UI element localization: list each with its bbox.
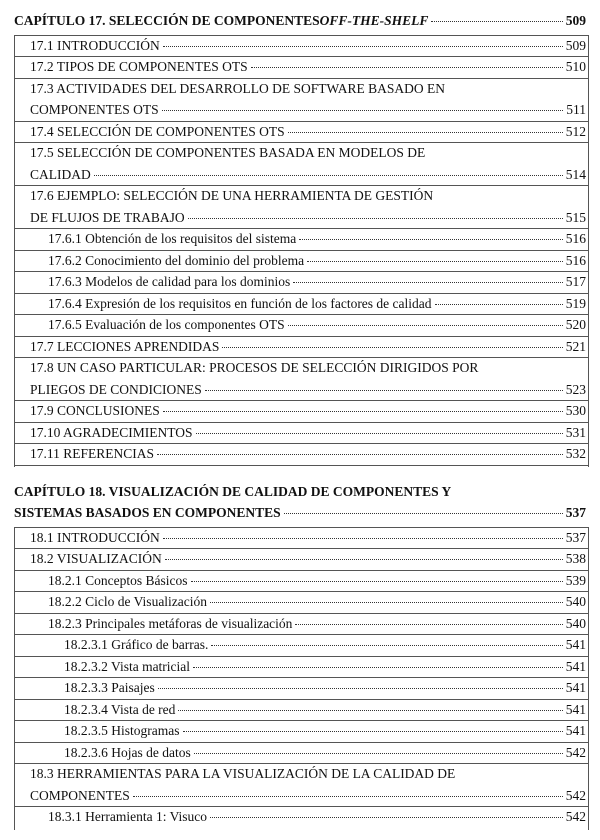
table-rule-horizontal [14,228,588,229]
toc-entry[interactable] [0,402,600,424]
entry-title-line: 17.6 EJEMPLO: SELECCIÓN DE UNA HERRAMIENTA DE GESTIÓN [30,188,434,203]
toc-entry[interactable] [0,37,600,59]
dot-leader [307,260,563,262]
chapter-title-text: CAPÍTULO 17. SELECCIÓN DE COMPONENTES [14,13,320,28]
table-rule-horizontal [14,656,588,657]
page-number: 515 [565,209,586,225]
dot-leader [158,687,563,689]
entry-final-line [64,744,586,761]
dot-leader [210,601,563,603]
table-rule-horizontal [14,56,588,57]
chapter-18-title [0,483,600,526]
entry-final-line [48,572,586,589]
page-number: 538 [565,551,586,566]
entry-final-line [30,123,586,140]
entry-final-line [30,338,586,355]
dot-leader [299,238,563,240]
toc-entry[interactable] [0,529,600,551]
table-rule-horizontal [14,699,588,700]
entry-final-line [64,636,586,653]
dot-leader [178,709,562,711]
dot-leader [288,131,563,133]
toc-entry[interactable] [0,701,600,723]
entry-title-line: 17.3 ACTIVIDADES DEL DESARROLLO DE SOFTWARE BASADO EN [30,80,445,96]
dot-leader [165,558,563,560]
chapter-title-italic: OFF-THE-SHELF [319,13,429,28]
entry-final-line [64,701,586,718]
entry-title-text: 18.2.3.5 Histogramas [64,723,180,738]
chapter-title-text: SISTEMAS BASADOS EN COMPONENTES [14,505,281,520]
table-rule-horizontal [14,142,588,143]
page-number: 541 [565,658,586,674]
entry-title-text: 17.4 SELECCIÓN DE COMPONENTES OTS [30,123,285,139]
entry-title-text: 17.2 TIPOS DE COMPONENTES OTS [30,59,248,74]
table-rule-horizontal [14,465,588,466]
entry-title-text: 18.1 INTRODUCCIÓN [30,529,160,545]
entry-final-line [30,550,586,567]
entry-final-line [64,722,586,739]
table-rule-horizontal [14,314,588,315]
table-rule-horizontal [14,293,588,294]
table-rule-horizontal [14,250,588,251]
table-rule-horizontal [14,271,588,272]
toc-entry[interactable] [0,338,600,360]
entry-title-text: 17.10 AGRADECIMIENTOS [30,424,193,440]
entry-title-line: 17.5 SELECCIÓN DE COMPONENTES BASADA EN MODELOS DE [30,145,426,160]
page-number: 541 [565,637,586,652]
toc-entry[interactable] [0,765,600,808]
table-rule-horizontal [14,336,588,337]
toc-entry[interactable] [0,80,600,123]
table-rule-horizontal [14,78,588,79]
entry-title-text: 17.7 LECCIONES APRENDIDAS [30,338,220,354]
chapter-title-line: CAPÍTULO 18. VISUALIZACIÓN DE CALIDAD DE COMPONENTES Y [14,483,452,499]
entry-final-line [48,615,586,632]
entry-final-line [48,316,586,333]
page-number: 517 [565,274,586,289]
toc-entry[interactable] [0,58,600,80]
toc-entry[interactable] [0,144,600,187]
dot-leader [205,389,563,391]
page-number: 540 [565,594,586,609]
table-rule-horizontal [14,591,588,592]
entry-title-text: 17.1 INTRODUCCIÓN [30,37,160,53]
page-number: 542 [565,787,586,803]
dot-leader [210,816,563,818]
dot-leader [211,644,562,646]
page-number: 514 [565,166,586,182]
table-rule-horizontal [14,720,588,721]
dot-leader [163,537,563,539]
table-rule-vertical [14,527,15,830]
toc-entry[interactable] [0,445,600,467]
table-rule-horizontal [14,422,588,423]
dot-leader [191,580,563,582]
table-rule-horizontal [14,527,588,528]
entry-final-line [48,295,586,312]
table-rule-horizontal [14,35,588,36]
page-number: 531 [565,424,586,440]
page-number: 519 [565,295,586,311]
page-number: 521 [565,338,586,354]
dot-leader [188,217,563,219]
dot-leader [162,109,564,111]
table-rule-horizontal [14,677,588,678]
chapter-17-title [0,12,600,34]
dot-leader [288,324,563,326]
entry-final-line [48,252,586,269]
entry-title-text: 17.6.2 Conocimiento del dominio del problema [48,252,305,268]
table-rule-vertical [14,35,15,467]
page-number: 541 [565,701,586,717]
entry-title-text: 18.2.3.1 Gráfico de barras. [64,637,209,652]
table-rule-horizontal [14,443,588,444]
toc-entry[interactable] [0,593,600,615]
entry-title-text: 18.2 VISUALIZACIÓN [30,551,162,566]
dot-leader [157,453,563,455]
dot-leader [193,666,563,668]
page-number: 520 [565,317,586,332]
dot-leader [431,20,562,22]
page-number: 512 [565,123,586,139]
entry-final-line [14,12,586,29]
table-rule-horizontal [14,806,588,807]
entry-final-line [30,58,586,75]
toc-entry[interactable] [0,359,600,402]
entry-final-line [30,101,586,118]
dot-leader [293,281,563,283]
entry-title-text: CALIDAD [30,166,91,182]
table-rule-horizontal [14,570,588,571]
dot-leader [284,512,563,514]
page-number: 540 [565,615,586,631]
entry-title-text: 18.2.2 Ciclo de Visualización [48,594,208,609]
toc-entry[interactable] [0,316,600,338]
table-rule-vertical [588,527,589,830]
entry-title-text: 18.2.3.4 Vista de red [64,701,176,717]
entry-final-line [30,402,586,419]
toc-entry[interactable] [0,273,600,295]
table-rule-horizontal [14,357,588,358]
entry-title-text: 18.3.1 Herramienta 1: Visuco [48,809,208,824]
page-number: 541 [565,680,586,695]
page-number: 509 [565,37,586,53]
entry-title-text: 17.6.4 Expresión de los requisitos en función de los factores de calidad [48,295,432,311]
toc-entry[interactable] [0,123,600,145]
entry-title-text: 17.6.1 Obtención de los requisitos del sistema [48,231,297,246]
table-rule-horizontal [14,548,588,549]
toc-entry[interactable] [0,808,600,830]
entry-title-text: 17.11 REFERENCIAS [30,446,155,461]
entry-final-line [30,529,586,546]
page-number: 539 [565,572,586,588]
entry-title-line: 17.8 UN CASO PARTICULAR: PROCESOS DE SELECCIÓN DIRIGIDOS POR [30,360,479,375]
table-rule-horizontal [14,742,588,743]
entry-title-text: 17.6.5 Evaluación de los componentes OTS [48,317,285,332]
page-number: 511 [566,102,586,117]
entry-final-line [30,381,586,398]
entry-title-text: COMPONENTES OTS [30,102,159,117]
entry-final-line [48,593,586,610]
page-number: 509 [565,13,586,28]
dot-leader [194,752,563,754]
page-number: 510 [565,59,586,74]
dot-leader [163,410,563,412]
entry-final-line [64,658,586,675]
toc-entry[interactable] [0,572,600,594]
page-number: 537 [565,505,586,520]
dot-leader [222,346,562,348]
toc-entry[interactable] [0,636,600,658]
toc-entry[interactable] [0,744,600,766]
toc-entry[interactable] [0,550,600,572]
page-number: 530 [565,403,586,418]
toc-entry[interactable] [0,230,600,252]
entry-final-line [48,808,586,825]
toc-entry[interactable] [0,252,600,274]
toc-entry[interactable] [0,679,600,701]
dot-leader [133,795,563,797]
entry-title-text: 17.9 CONCLUSIONES [30,403,160,418]
toc-entry[interactable] [0,295,600,317]
page-number: 523 [565,381,586,397]
dot-leader [183,730,563,732]
entry-title-text: 18.2.1 Conceptos Básicos [48,572,188,588]
toc-entry[interactable] [0,658,600,680]
toc-entry[interactable] [0,615,600,637]
page-number: 516 [565,252,586,268]
entry-final-line [48,230,586,247]
entry-final-line [64,679,586,696]
entry-final-line [14,504,586,521]
dot-leader [163,45,563,47]
entry-title-text: PLIEGOS DE CONDICIONES [30,381,202,397]
entry-title-text: DE FLUJOS DE TRABAJO [30,209,185,225]
entry-title-text: 18.2.3 Principales metáforas de visualización [48,615,293,631]
entry-final-line [30,166,586,183]
table-rule-horizontal [14,763,588,764]
page-number: 541 [565,723,586,738]
dot-leader [251,66,563,68]
entry-final-line [30,445,586,462]
dot-leader [196,432,563,434]
entry-title-text: 18.2.3.6 Hojas de datos [64,744,191,760]
page-number: 537 [565,529,586,545]
entry-title-text: 18.2.3.2 Vista matricial [64,658,191,674]
page-number: 542 [565,744,586,760]
page-number: 532 [565,446,586,461]
entry-final-line [30,424,586,441]
entry-final-line [48,273,586,290]
entry-final-line [30,37,586,54]
page-number: 542 [565,809,586,824]
toc-entry[interactable] [0,424,600,446]
table-rule-horizontal [14,185,588,186]
table-rule-horizontal [14,400,588,401]
entry-title-text: COMPONENTES [30,787,130,803]
entry-title-line: 18.3 HERRAMIENTAS PARA LA VISUALIZACIÓN DE LA CALIDAD DE [30,766,456,781]
page-number: 516 [565,231,586,246]
dot-leader [295,623,562,625]
entry-title-text: 17.6.3 Modelos de calidad para los dominios [48,274,291,289]
dot-leader [94,174,563,176]
table-rule-vertical [588,35,589,467]
toc-entry[interactable] [0,187,600,230]
toc-entry[interactable] [0,722,600,744]
table-rule-horizontal [14,121,588,122]
entry-final-line [30,209,586,226]
table-rule-horizontal [14,634,588,635]
entry-title-text: 18.2.3.3 Paisajes [64,680,155,695]
dot-leader [435,303,563,305]
table-rule-horizontal [14,613,588,614]
entry-final-line [30,787,586,804]
